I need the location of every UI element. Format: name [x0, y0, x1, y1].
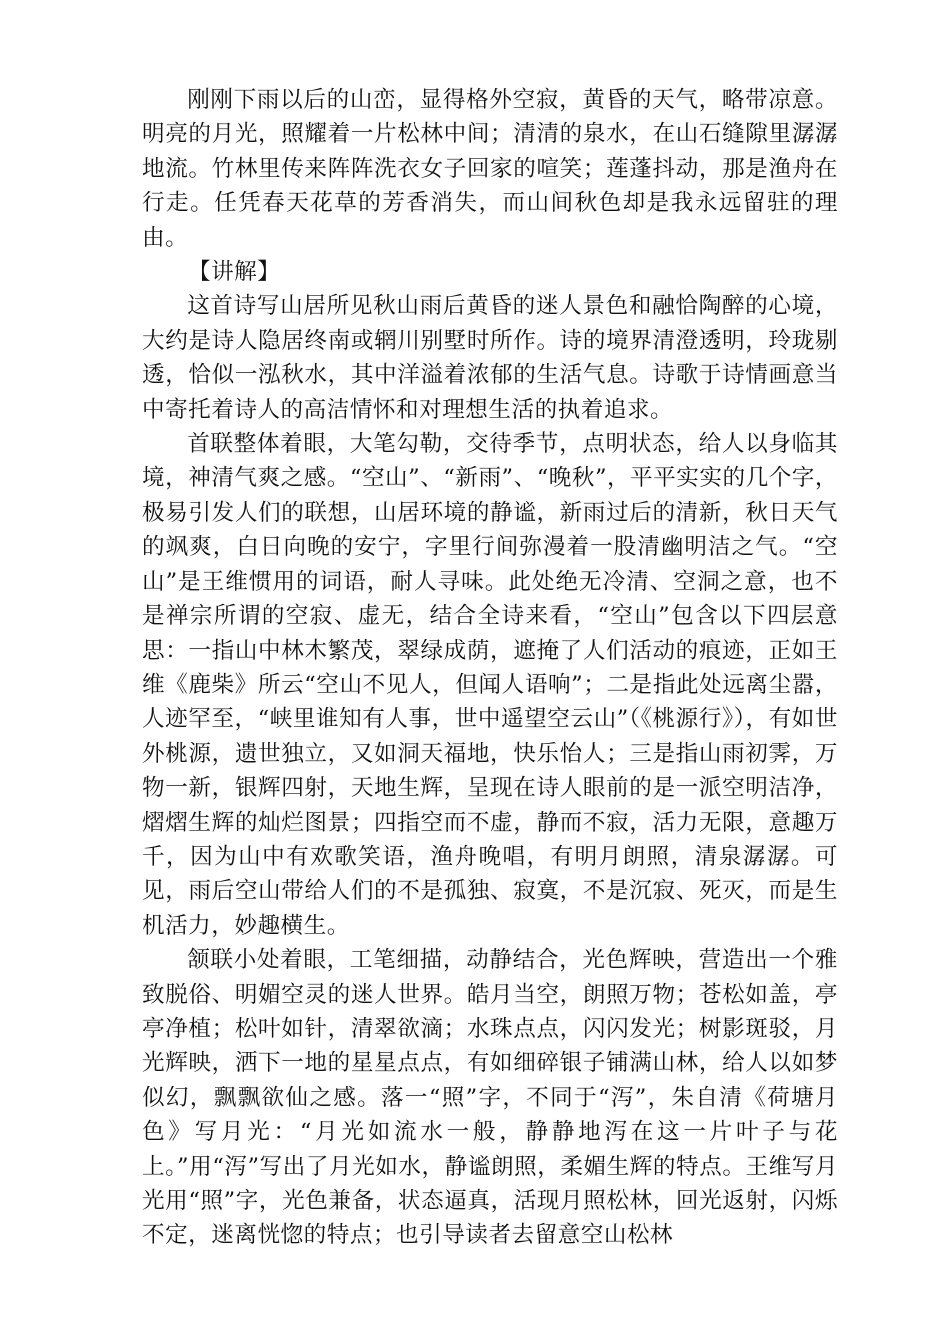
commentary-paragraph-intro: 这首诗写山居所见秋山雨后黄昏的迷人景色和融恰陶醉的心境，大约是诗人隐居终南或辋川别墅时所作。诗的境界清澄透明，玲珑剔透，恰似一泓秋水，其中洋溢着浓郁的生活气息。诗歌于诗情画意当中寄托着诗人的高洁情怀和对理想生活的执着追求。 [142, 293, 838, 423]
section-heading: 【讲解】 [188, 259, 281, 286]
commentary-paragraph-second-couplet: 颔联小处着眼，工笔细描，动静结合，光色辉映，营造出一个雅致脱俗、明媚空灵的迷人世界。皓月当空，朗照万物；苍松如盖，亭亭净植；松叶如针，清翠欲滴；水珠点点，闪闪发光；树影斑驳，月光辉映，洒下一地的星星点点，有如细碎银子铺满山林，给人以如梦似幻，飘飘欲仙之感。落一“照”字，不同于“泻”，朱自清《荷塘月色》写月光：“月光如流水一般，静静地泻在这一片叶子与花上。”用“泻”写出了月光如水，静谧朗照，柔媚生辉的特点。王维写月光用“照”字，光色兼备，状态逼真，活现月照松林，回光返射，闪烁不定，迷离恍惚的特点；也引导读者去留意空山松林 [142, 947, 838, 1249]
commentary-paragraph-first-couplet: 首联整体着眼，大笔勾勒，交待季节，点明状态，给人以身临其境，神清气爽之感。“空山”、“新雨”、“晚秋”，平平实实的几个字，极易引发人们的联想，山居环境的静谧，新雨过后的清新，秋日天气的飒爽，白日向晚的安宁，字里行间弥漫着一股清幽明洁之气。“空山”是王维惯用的词语，耐人寻味。此处绝无冷清、空洞之意，也不是禅宗所谓的空寂、虚无，结合全诗来看，“空山”包含以下四层意思：一指山中林木繁茂，翠绿成荫，遮掩了人们活动的痕迹，正如王维《鹿柴》所云“空山不见人，但闻人语响”；二是指此处远离尘嚣，人迹罕至，“峡里谁知有人事，世中遥望空云山”（《桃源行》），有如世外桃源，遗世独立，又如洞天福地，快乐怡人；三是指山雨初霁，万物一新，银辉四射，天地生辉，呈现在诗人眼前的是一派空明洁净，熠熠生辉的灿烂图景；四指空而不虚，静而不寂，活力无限，意趣万千，因为山中有欢歌笑语，渔舟晚唱，有明月朗照，清泉潺潺。可见，雨后空山带给人们的不是孤独、寂寞，不是沉寂、死灭，而是生机活力，妙趣横生。 [142, 431, 838, 939]
translation-paragraph: 刚刚下雨以后的山峦，显得格外空寂，黄昏的天气，略带凉意。明亮的月光，照耀着一片松林中间；清清的泉水，在山石缝隙里潺潺地流。竹林里传来阵阵洗衣女子回家的喧笑；莲蓬抖动，那是渔舟在行走。任凭春天花草的芳香消失，而山间秋色却是我永远留驻的理由。 [142, 87, 838, 251]
document-page [142, 83, 838, 1253]
